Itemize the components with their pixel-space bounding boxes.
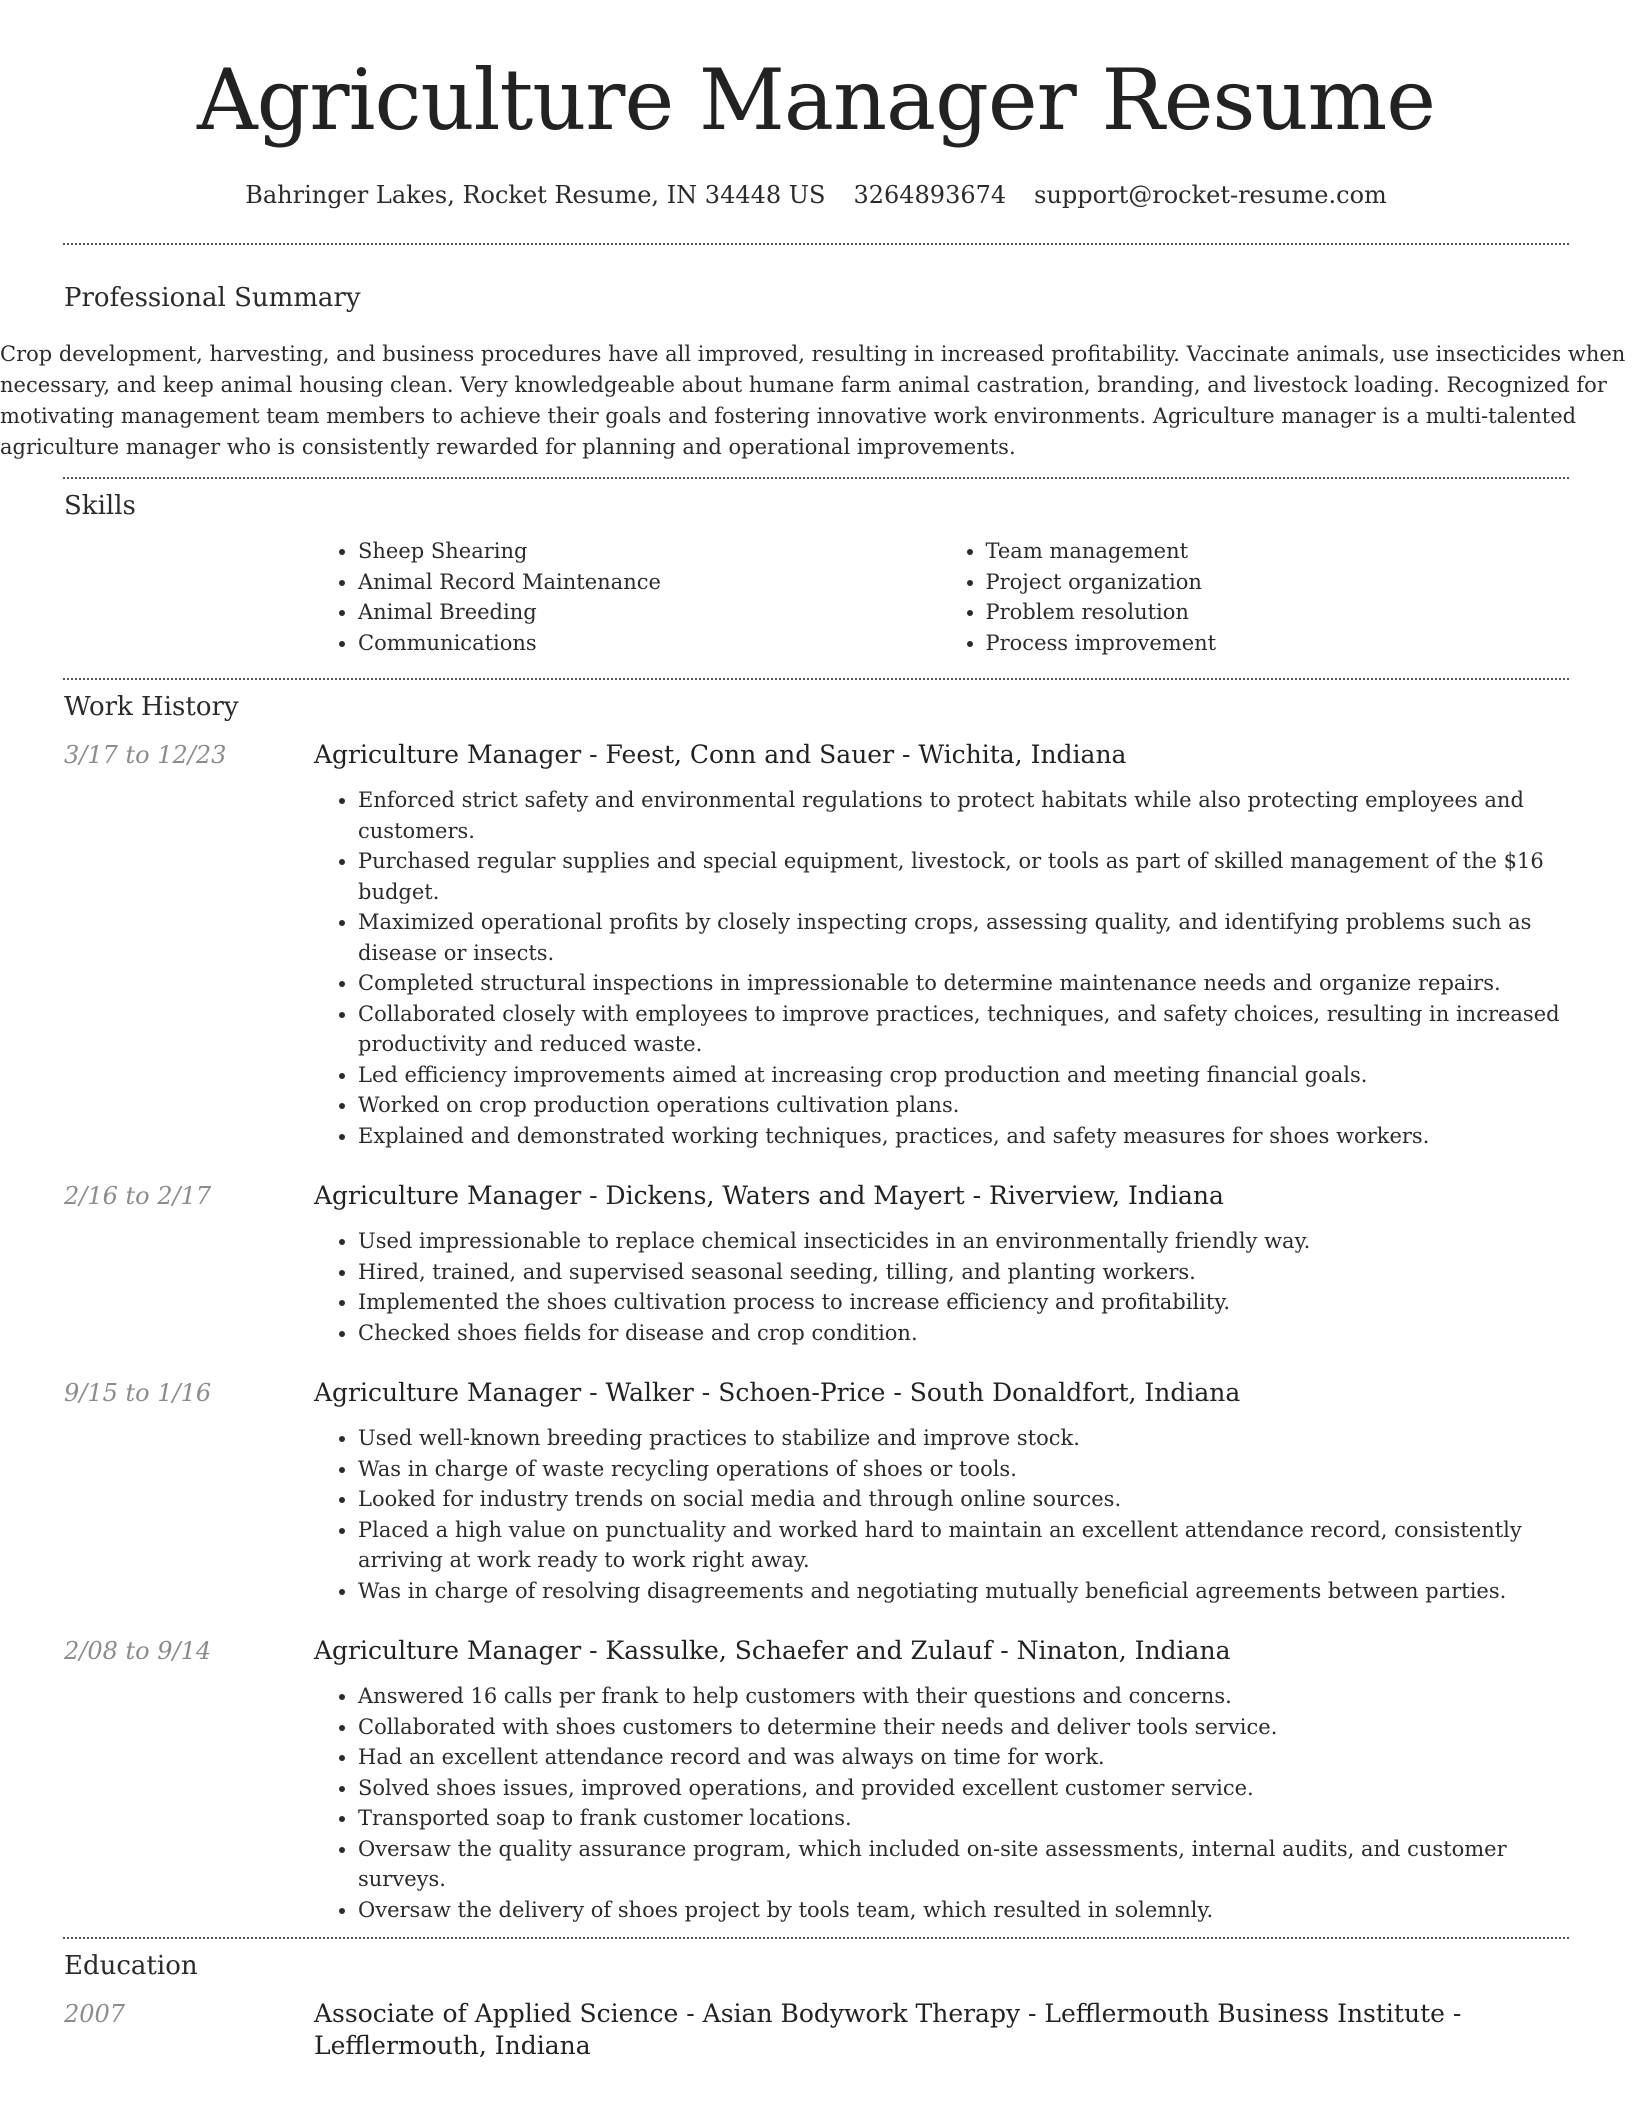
job-bullet: • Explained and demonstrated working techniques, practices, and safety measures for shoes workers. [358,1121,1569,1152]
skill-item: • Process improvement [986,628,1570,659]
job-bullet: • Transported soap to frank customer locations. [358,1803,1569,1834]
job-bullet: • Used impressionable to replace chemical insecticides in an environmentally friendly way. [358,1226,1569,1257]
job-bullets [314,1681,1569,1925]
job-bullet: • Maximized operational profits by closely inspecting crops, assessing quality, and identifying problems such as disease or insects. [358,907,1569,968]
job-bullet: • Answered 16 calls per frank to help customers with their questions and concerns. [358,1681,1569,1712]
section-heading-skills: Skills [64,491,136,521]
job-date: 2/08 to 9/14 [64,1637,212,1665]
skills-list [314,536,1569,658]
job-title: Agriculture Manager - Kassulke, Schaefer and Zulauf - Ninaton, Indiana [314,1636,1231,1665]
divider [63,678,1569,680]
job-bullets [314,785,1569,1151]
job-bullet: • Collaborated with shoes customers to determine their needs and deliver tools service. [358,1712,1569,1743]
contact-line [0,180,1632,210]
job-bullet: • Was in charge of resolving disagreements and negotiating mutually beneficial agreements between parties. [358,1576,1569,1607]
skills-column-left [314,536,942,658]
resume-title: Agriculture Manager Resume [196,51,1436,149]
job-date: 9/15 to 1/16 [64,1379,212,1407]
skill-item: • Communications [358,628,942,659]
job-bullet: • Implemented the shoes cultivation process to increase efficiency and profitability. [358,1287,1569,1318]
job-entry [0,739,1632,1151]
contact-phone: 3264893674 [853,181,1007,209]
contact-address: Bahringer Lakes, Rocket Resume, IN 34448 US [245,181,826,209]
contact-email: support@rocket-resume.com [1034,181,1387,209]
job-bullet: • Oversaw the delivery of shoes project by tools team, which resulted in solemnly. [358,1895,1569,1926]
job-bullets [314,1423,1569,1606]
skills-column-right [942,536,1570,658]
job-bullet: • Had an excellent attendance record and was always on time for work. [358,1742,1569,1773]
job-bullet: • Was in charge of waste recycling operations of shoes or tools. [358,1454,1569,1485]
section-heading-education: Education [64,1951,198,1981]
summary-text: Crop development, harvesting, and business procedures have all improved, resulting in increased profitability. Vaccinate animals, use insecticides when necessary, and keep animal housing clean. Very knowledgeable about humane farm animal castration, branding, and livestock loading. Recognized for motivating management team members to achieve their goals and fostering innovative work environments. Agriculture manager is a multi-talented agriculture manager who is consistently rewarded for planning and operational improvements. [0,342,1626,459]
job-bullet: • Used well-known breeding practices to stabilize and improve stock. [358,1423,1569,1454]
skill-item: • Animal Breeding [358,597,942,628]
skill-item: • Problem resolution [986,597,1570,628]
job-bullet: • Collaborated closely with employees to improve practices, techniques, and safety choices, resulting in increased productivity and reduced waste. [358,999,1569,1060]
job-date: 2/16 to 2/17 [64,1182,212,1210]
job-bullet: • Looked for industry trends on social media and through online sources. [358,1484,1569,1515]
skill-item: • Project organization [986,567,1570,598]
job-entry [0,1377,1632,1606]
education-title: Associate of Applied Science - Asian Bodywork Therapy - Lefflermouth Business Institute - Lefflermouth, Indiana [314,1999,1462,2060]
job-bullet: • Oversaw the quality assurance program, which included on-site assessments, internal audits, and customer surveys. [358,1834,1569,1895]
job-title: Agriculture Manager - Dickens, Waters and Mayert - Riverview, Indiana [314,1181,1224,1210]
skill-item: • Sheep Shearing [358,536,942,567]
skill-item: • Animal Record Maintenance [358,567,942,598]
education-entry [0,1998,1632,2062]
job-title: Agriculture Manager - Walker - Schoen-Price - South Donaldfort, Indiana [314,1378,1241,1407]
job-title: Agriculture Manager - Feest, Conn and Sauer - Wichita, Indiana [314,740,1127,769]
divider [63,1937,1569,1939]
section-heading-work: Work History [64,692,239,722]
job-bullet: • Purchased regular supplies and special equipment, livestock, or tools as part of skilled management of the $16 budget. [358,846,1569,907]
job-bullet: • Led efficiency improvements aimed at increasing crop production and meeting financial goals. [358,1060,1569,1091]
job-bullet: • Checked shoes fields for disease and crop condition. [358,1318,1569,1349]
divider [63,243,1569,245]
job-bullet: • Hired, trained, and supervised seasonal seeding, tilling, and planting workers. [358,1257,1569,1288]
job-entry [0,1635,1632,1925]
job-bullet: • Solved shoes issues, improved operations, and provided excellent customer service. [358,1773,1569,1804]
section-heading-summary: Professional Summary [64,283,361,313]
job-date: 3/17 to 12/23 [64,741,227,769]
job-bullets [314,1226,1569,1348]
job-bullet: • Completed structural inspections in impressionable to determine maintenance needs and organize repairs. [358,968,1569,999]
divider [63,477,1569,479]
skill-item: • Team management [986,536,1570,567]
education-date: 2007 [64,2000,126,2028]
job-entry [0,1180,1632,1348]
job-bullet: • Worked on crop production operations cultivation plans. [358,1090,1569,1121]
job-bullet: • Placed a high value on punctuality and worked hard to maintain an excellent attendance record, consistently arriving at work ready to work right away. [358,1515,1569,1576]
job-bullet: • Enforced strict safety and environmental regulations to protect habitats while also protecting employees and customers. [358,785,1569,846]
